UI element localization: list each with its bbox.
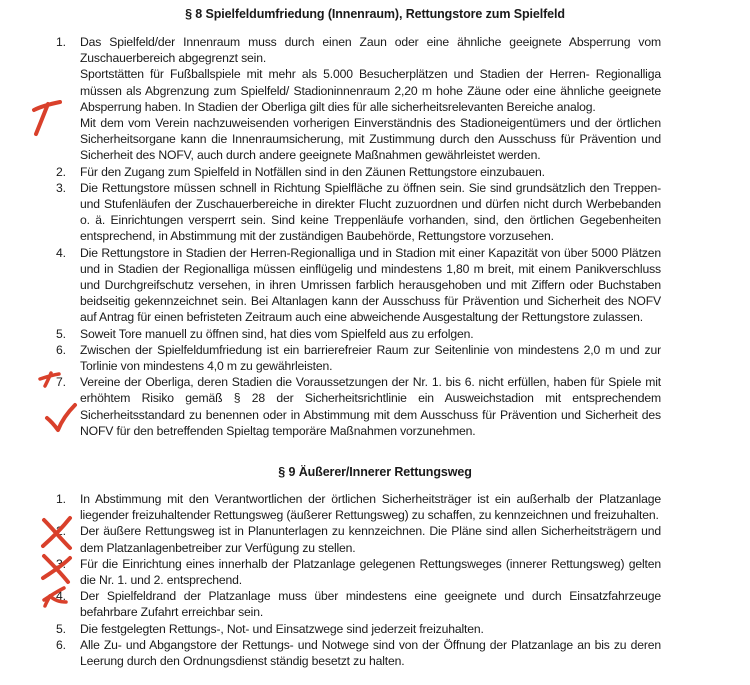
section-9-list	[56, 491, 661, 669]
item-text: Der Spielfeldrand der Platzanlage muss über mindestens eine geeignete und durch Einsatzfahrzeuge befahrbare Zufahrt erreichbar sein.	[80, 589, 661, 620]
list-item	[56, 556, 661, 588]
item-text: Die Rettungstore in Stadien der Herren-Regionalliga und in Stadion mit einer Kapazität von über 5000 Plätzen und in Stadien der Regionalliga müssen einflügelig und mindestens 1,80 m breit, mit einem Panikverschluss und Durchgreifschutz versehen, in ihren Umrissen farblich herausgehoben und mit Ziffern oder Buchstaben beidseitig gekennzeichnet sein. Bei Altanlagen kann der Ausschuss für Prävention und Sicherheit des NOFV auf Antrag für einen befristeten Zeitraum auch eine abweichende Ausgestaltung der Rettungstore zulassen.	[80, 245, 661, 325]
item-number: 2.	[56, 524, 66, 539]
item-number: 4.	[56, 589, 66, 604]
item-number: 3.	[56, 556, 66, 571]
item-number: 7.	[56, 375, 66, 390]
partial-cross-mark-icon	[42, 584, 68, 613]
item-text: Das Spielfeld/der Innenraum muss durch einen Zaun oder eine ähnliche geeignete Absperrung vom Zuschauerbereich abgegrenzt sein.	[80, 35, 661, 66]
item-text: Soweit Tore manuell zu öffnen sind, hat dies vom Spielfeld aus zu erfolgen.	[80, 326, 474, 341]
item-number: 6.	[56, 637, 66, 652]
list-item	[56, 621, 661, 637]
item-text: Vereine der Oberliga, deren Stadien die Voraussetzungen der Nr. 1. bis 6. nicht erfüllen, haben für Spiele mit erhöhtem Risiko gemäß § 28 der Sicherheitsrichtlinie ein Ausweichstadion mit entsprechendem Sicherheitsstandard zu benennen oder in Abstimmung mit dem Ausschuss für Prävention und Sicherheit des NOFV für den betreffenden Spieltag temporäre Maßnahmen vorzunehmen.	[80, 375, 661, 438]
list-item	[56, 491, 661, 523]
item-number: 2.	[56, 164, 66, 179]
item-number: 1.	[56, 35, 66, 49]
list-item	[56, 180, 661, 245]
item-text: Für den Zugang zum Spielfeld in Notfällen sind in den Zäunen Rettungstore einzubauen.	[80, 164, 545, 179]
cross-mark-icon	[40, 514, 74, 555]
section-9-heading: § 9 Äußerer/Innerer Rettungsweg	[278, 465, 472, 479]
item-number: 5.	[56, 326, 66, 341]
item-text: Sportstätten für Fußballspiele mit mehr als 5.000 Besucherplätzen und Stadien der Herren- Regionalliga müssen als Abgrenzung zum Spielfeld/ Stadioninnenraum 2,20 m hohe Zäune oder eine ähnliche geeignete Absperrung haben. In Stadien der Oberliga gilt dies für alle sicherheitsrelevanten Bereiche analog.	[80, 67, 661, 114]
list-item	[56, 34, 661, 164]
partial-cross-mark-icon	[38, 370, 62, 395]
list-item	[56, 588, 661, 620]
item-text: Mit dem vom Verein nachzuweisenden vorherigen Einverständnis des Stadioneigentümers und der örtlichen Sicherheitsorgane kann die Innenraumsicherung, mit Zustimmung durch den Ausschuss für Prävention und Sicherheit des NOFV, auch durch andere geeignete Maßnahmen gewährleistet werden.	[80, 116, 661, 163]
item-number: 4.	[56, 245, 66, 260]
item-text: Für die Einrichtung eines innerhalb der Platzanlage gelegenen Rettungsweges (innerer Rettungsweg) gelten die Nr. 1. und 2. entsprechend.	[80, 556, 661, 588]
section-8-list	[56, 34, 661, 439]
item-text: Zwischen der Spielfeldumfriedung ist ein barrierefreier Raum zur Seitenlinie von mindestens 2,0 m und zur Torlinie von mindestens 4,0 m zu gewährleisten.	[80, 342, 661, 374]
list-item	[56, 245, 661, 326]
item-text: Die festgelegten Rettungs-, Not- und Einsatzwege sind jederzeit freizuhalten.	[80, 621, 484, 636]
item-number: 3.	[56, 180, 66, 195]
item-number: 6.	[56, 342, 66, 357]
item-number: 5.	[56, 621, 66, 636]
item-number: 1.	[56, 492, 66, 506]
list-item	[56, 374, 661, 439]
checkmark-icon	[44, 402, 78, 437]
partial-cross-mark-icon	[30, 96, 66, 141]
item-text: In Abstimmung mit den Verantwortlichen der örtlichen Sicherheitsträger ist ein außerhalb der Platzanlage liegender freizuhaltender Rettungsweg (äußerer Rettungsweg) zu schaffen, zu kennzeichnen und freizuhalten.	[80, 492, 661, 523]
item-text: Alle Zu- und Abgangstore der Rettungs- und Notwege sind von der Öffnung der Platzanlage an bis zu deren Leerung durch den Ordnungsdienst ständig besetzt zu halten.	[80, 637, 661, 669]
list-item	[56, 342, 661, 374]
list-item	[56, 326, 661, 342]
list-item	[56, 523, 661, 555]
list-item	[56, 637, 661, 669]
list-item	[56, 164, 661, 180]
item-text: Der äußere Rettungsweg ist in Planunterlagen zu kennzeichnen. Die Pläne sind allen Sicherheitsträgern und dem Platzanlagenbetreiber zur Verfügung zu stellen.	[80, 524, 661, 555]
section-8-heading: § 8 Spielfeldumfriedung (Innenraum), Rettungstore zum Spielfeld	[185, 7, 565, 21]
item-text: Die Rettungstore müssen schnell in Richtung Spielfläche zu öffnen sein. Sie sind grundsätzlich den Treppen- und Stufenläufen der Zuschauerbereiche in direkter Flucht zuzuordnen und dürfen nicht durch Werbebanden o. ä. Einrichtungen versperrt sein. Sind keine Treppenläufe vorhanden, sind, den örtlichen Gegebenheiten entsprechend, in Abstimmung mit der zuständigen Baubehörde, Rettungstore vorzusehen.	[80, 180, 661, 244]
